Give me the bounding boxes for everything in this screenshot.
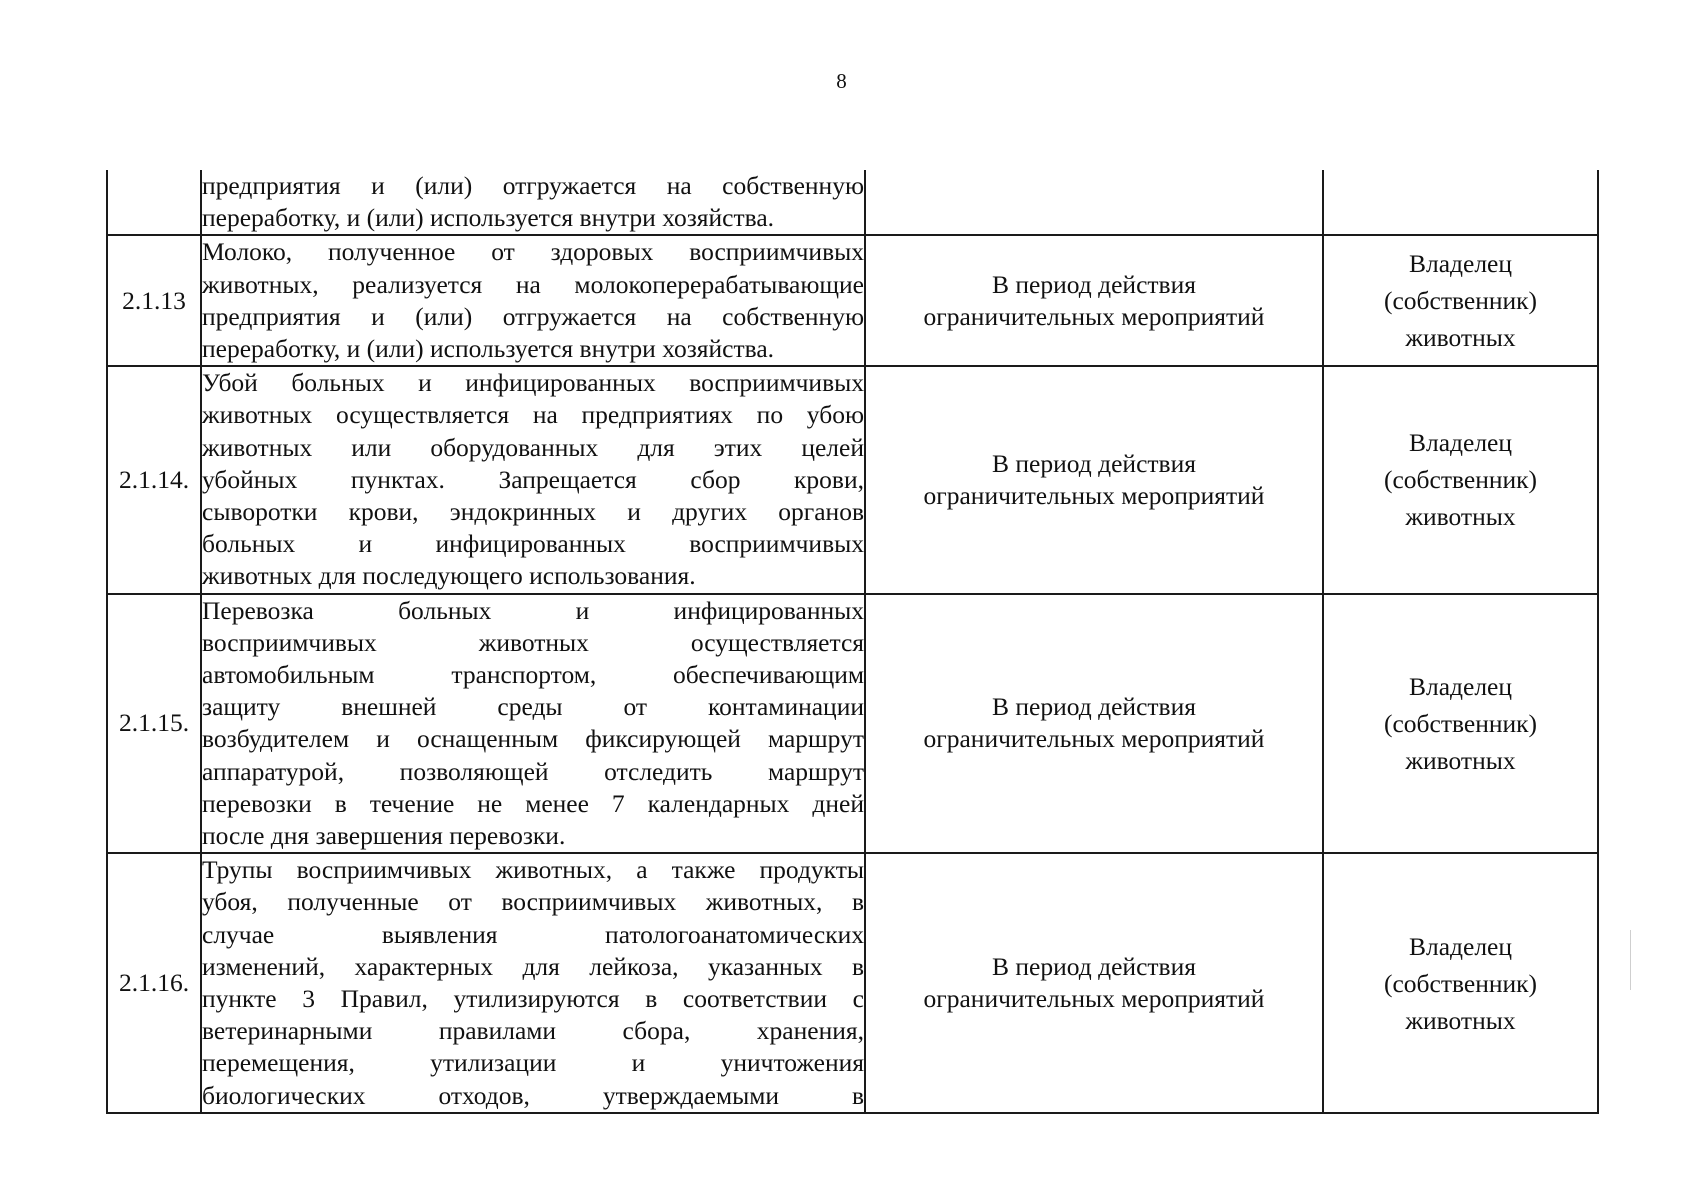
- text-line: животных, реализуется на молокоперерабатывающие: [202, 269, 864, 299]
- page-number: 8: [836, 69, 847, 93]
- text-line: предприятия и (или) отгружается на собственную: [202, 171, 864, 200]
- text-line: ветеринарными правилами сбора, хранения,: [202, 1016, 864, 1046]
- cell-num-empty: [107, 170, 201, 235]
- text-line: Молоко, полученное от здоровых восприимчивых: [202, 237, 864, 267]
- table-row-continuation: [107, 170, 1598, 235]
- item-number: 2.1.13: [107, 235, 201, 366]
- item-responsible: [1323, 366, 1598, 593]
- period-line: ограничительных мероприятий: [923, 480, 1265, 510]
- text-line: убоя, полученные от восприимчивых животных, в: [202, 887, 864, 917]
- item-description: [201, 853, 865, 1113]
- text-line: переработку, и (или) используется внутри хозяйства.: [202, 334, 775, 364]
- cell-text-continuation: [201, 170, 865, 235]
- text-line: случае выявления патологоанатомических: [202, 919, 864, 949]
- item-responsible: [1323, 853, 1598, 1113]
- item-number: 2.1.15.: [107, 594, 201, 854]
- item-number: 2.1.16.: [107, 853, 201, 1113]
- text-line: Перевозка больных и инфицированных: [202, 595, 864, 625]
- text-line: предприятия и (или) отгружается на собственную: [202, 301, 864, 331]
- period-line: ограничительных мероприятий: [923, 301, 1265, 331]
- text-line: автомобильным транспортом, обеспечивающим: [202, 660, 864, 690]
- responsible-line: животных: [1405, 323, 1516, 353]
- responsible-line: Владелец: [1408, 249, 1513, 279]
- responsible-line: (собственник): [1383, 286, 1538, 316]
- text-line: убойных пунктах. Запрещается сбор крови,: [202, 464, 864, 494]
- item-period: [865, 853, 1323, 1113]
- responsible-line: (собственник): [1383, 708, 1538, 738]
- table-row: [107, 235, 1598, 366]
- text-line: переработку, и (или) используется внутри хозяйства.: [202, 203, 775, 233]
- text-line: защиту внешней среды от контаминации: [202, 692, 864, 722]
- item-description: [201, 594, 865, 854]
- text-line: животных для последующего использования.: [202, 561, 696, 591]
- period-line: ограничительных мероприятий: [923, 984, 1265, 1014]
- table-row: [107, 853, 1598, 1113]
- text-line: изменений, характерных для лейкоза, указанных в: [202, 951, 864, 981]
- item-number: 2.1.14.: [107, 366, 201, 593]
- responsible-line: животных: [1405, 1005, 1516, 1035]
- responsible-line: Владелец: [1408, 428, 1513, 458]
- item-description: [201, 235, 865, 366]
- responsible-line: Владелец: [1408, 931, 1513, 961]
- period-line: В период действия: [992, 692, 1196, 722]
- cell-resp-empty: [1323, 170, 1598, 235]
- item-description: [201, 366, 865, 593]
- text-line: возбудителем и оснащенным фиксирующей маршрут: [202, 724, 864, 754]
- text-line: животных осуществляется на предприятиях по убою: [202, 400, 864, 430]
- text-line: больных и инфицированных восприимчивых: [202, 529, 864, 559]
- measures-table: [106, 170, 1599, 1114]
- period-line: В период действия: [992, 448, 1196, 478]
- responsible-line: (собственник): [1383, 968, 1538, 998]
- item-period: [865, 235, 1323, 366]
- responsible-line: (собственник): [1383, 465, 1538, 495]
- item-period: [865, 366, 1323, 593]
- text-line: перевозки в течение не менее 7 календарных дней: [202, 788, 864, 818]
- text-line: после дня завершения перевозки.: [202, 821, 566, 851]
- text-line: аппаратурой, позволяющей отследить маршрут: [202, 756, 864, 786]
- text-line: животных или оборудованных для этих целей: [202, 432, 864, 462]
- item-period: [865, 594, 1323, 854]
- text-line: Убой больных и инфицированных восприимчивых: [202, 368, 864, 398]
- responsible-line: Владелец: [1408, 671, 1513, 701]
- period-line: В период действия: [992, 269, 1196, 299]
- text-line: перемещения, утилизации и уничтожения: [202, 1048, 864, 1078]
- cell-period-empty: [865, 170, 1323, 235]
- table-row: [107, 594, 1598, 854]
- text-line: сыворотки крови, эндокринных и других органов: [202, 497, 864, 527]
- item-responsible: [1323, 594, 1598, 854]
- scan-edge-mark: [1630, 930, 1631, 990]
- responsible-line: животных: [1405, 502, 1516, 532]
- period-line: ограничительных мероприятий: [923, 724, 1265, 754]
- item-responsible: [1323, 235, 1598, 366]
- table-row: [107, 366, 1598, 593]
- text-line: восприимчивых животных осуществляется: [202, 627, 864, 657]
- text-line: биологических отходов, утверждаемыми в: [202, 1080, 864, 1110]
- period-line: В период действия: [992, 951, 1196, 981]
- text-line: Трупы восприимчивых животных, а также продукты: [202, 855, 864, 885]
- text-line: пункте 3 Правил, утилизируются в соответствии с: [202, 984, 864, 1014]
- responsible-line: животных: [1405, 745, 1516, 775]
